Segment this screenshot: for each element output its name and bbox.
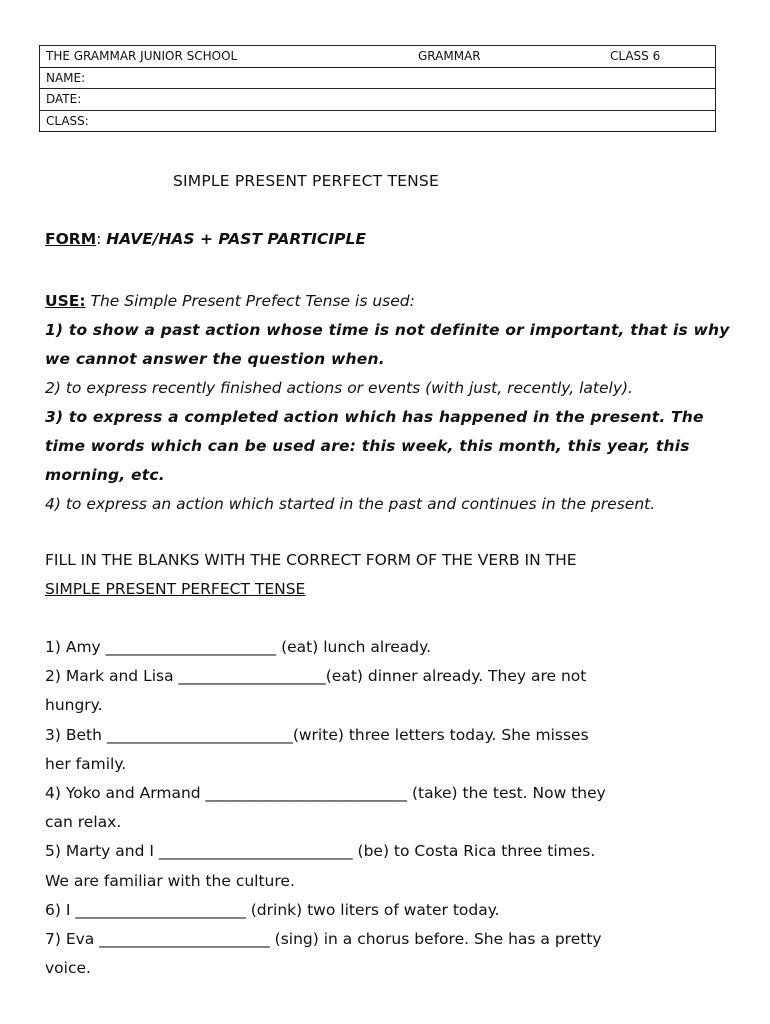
school-name: THE GRAMMAR JUNIOR SCHOOL: [46, 49, 238, 63]
use-intro: The Simple Present Prefect Tense is used:: [90, 292, 415, 310]
form-label: FORM: [45, 230, 97, 248]
form-value: HAVE/HAS + PAST PARTICIPLE: [106, 230, 366, 248]
exercise-line: voice.: [45, 959, 91, 978]
use-label: USE:: [45, 292, 86, 310]
use-item-3-line-3: morning, etc.: [45, 466, 165, 484]
exercise-line[interactable]: 3) Beth ________________________(write) three letters today. She misses: [45, 725, 589, 744]
header-table: [39, 45, 716, 132]
use-item-3-line-1: 3) to express a completed action which has happened in the present. The: [45, 408, 704, 426]
header-row-school: [40, 46, 715, 68]
instructions-line-1: FILL IN THE BLANKS WITH THE CORRECT FORM OF THE VERB IN THE: [45, 551, 577, 569]
subject-name: GRAMMAR: [418, 49, 481, 63]
exercise-line: We are familiar with the culture.: [45, 871, 295, 890]
exercise-line[interactable]: 6) I ______________________ (drink) two liters of water today.: [45, 900, 500, 919]
instructions-line-2: SIMPLE PRESENT PERFECT TENSE: [45, 580, 306, 598]
exercise-list: [45, 633, 735, 983]
form-colon: :: [96, 230, 102, 248]
page-title: SIMPLE PRESENT PERFECT TENSE: [173, 172, 439, 190]
exercise-line[interactable]: 1) Amy ______________________ (eat) lunch already.: [45, 638, 432, 656]
name-label: NAME:: [46, 70, 86, 85]
use-item-2: 2) to express recently finished actions or events (with just, recently, lately).: [45, 379, 633, 397]
class-level: CLASS 6: [610, 49, 661, 63]
name-row[interactable]: [40, 68, 715, 90]
date-label: DATE:: [46, 92, 82, 106]
exercise-line: can relax.: [45, 813, 122, 832]
exercise-line: her family.: [45, 754, 127, 773]
exercise-line[interactable]: 5) Marty and I _________________________ (be) to Costa Rica three times.: [45, 842, 596, 861]
use-section: [45, 287, 735, 519]
exercise-line[interactable]: 4) Yoko and Armand __________________________ (take) the test. Now they: [45, 783, 606, 802]
use-item-4: 4) to express an action which started in the past and continues in the present.: [45, 495, 656, 513]
use-item-1-line-1: 1) to show a past action whose time is not definite or important, that is why: [45, 321, 730, 339]
use-item-3-line-2: time words which can be used are: this week, this month, this year, this: [45, 437, 690, 455]
exercise-line[interactable]: 2) Mark and Lisa ___________________(eat) dinner already. They are not: [45, 667, 587, 686]
exercise-line: hungry.: [45, 696, 103, 715]
date-row[interactable]: [40, 89, 715, 111]
exercise-line[interactable]: 7) Eva ______________________ (sing) in a chorus before. She has a pretty: [45, 929, 602, 948]
class-row[interactable]: [40, 111, 715, 132]
form-line: [45, 230, 366, 248]
use-item-1-line-2: we cannot answer the question when.: [45, 350, 385, 368]
use-intro-line: [45, 287, 735, 316]
class-label: CLASS:: [46, 113, 89, 128]
instructions: [45, 546, 735, 604]
